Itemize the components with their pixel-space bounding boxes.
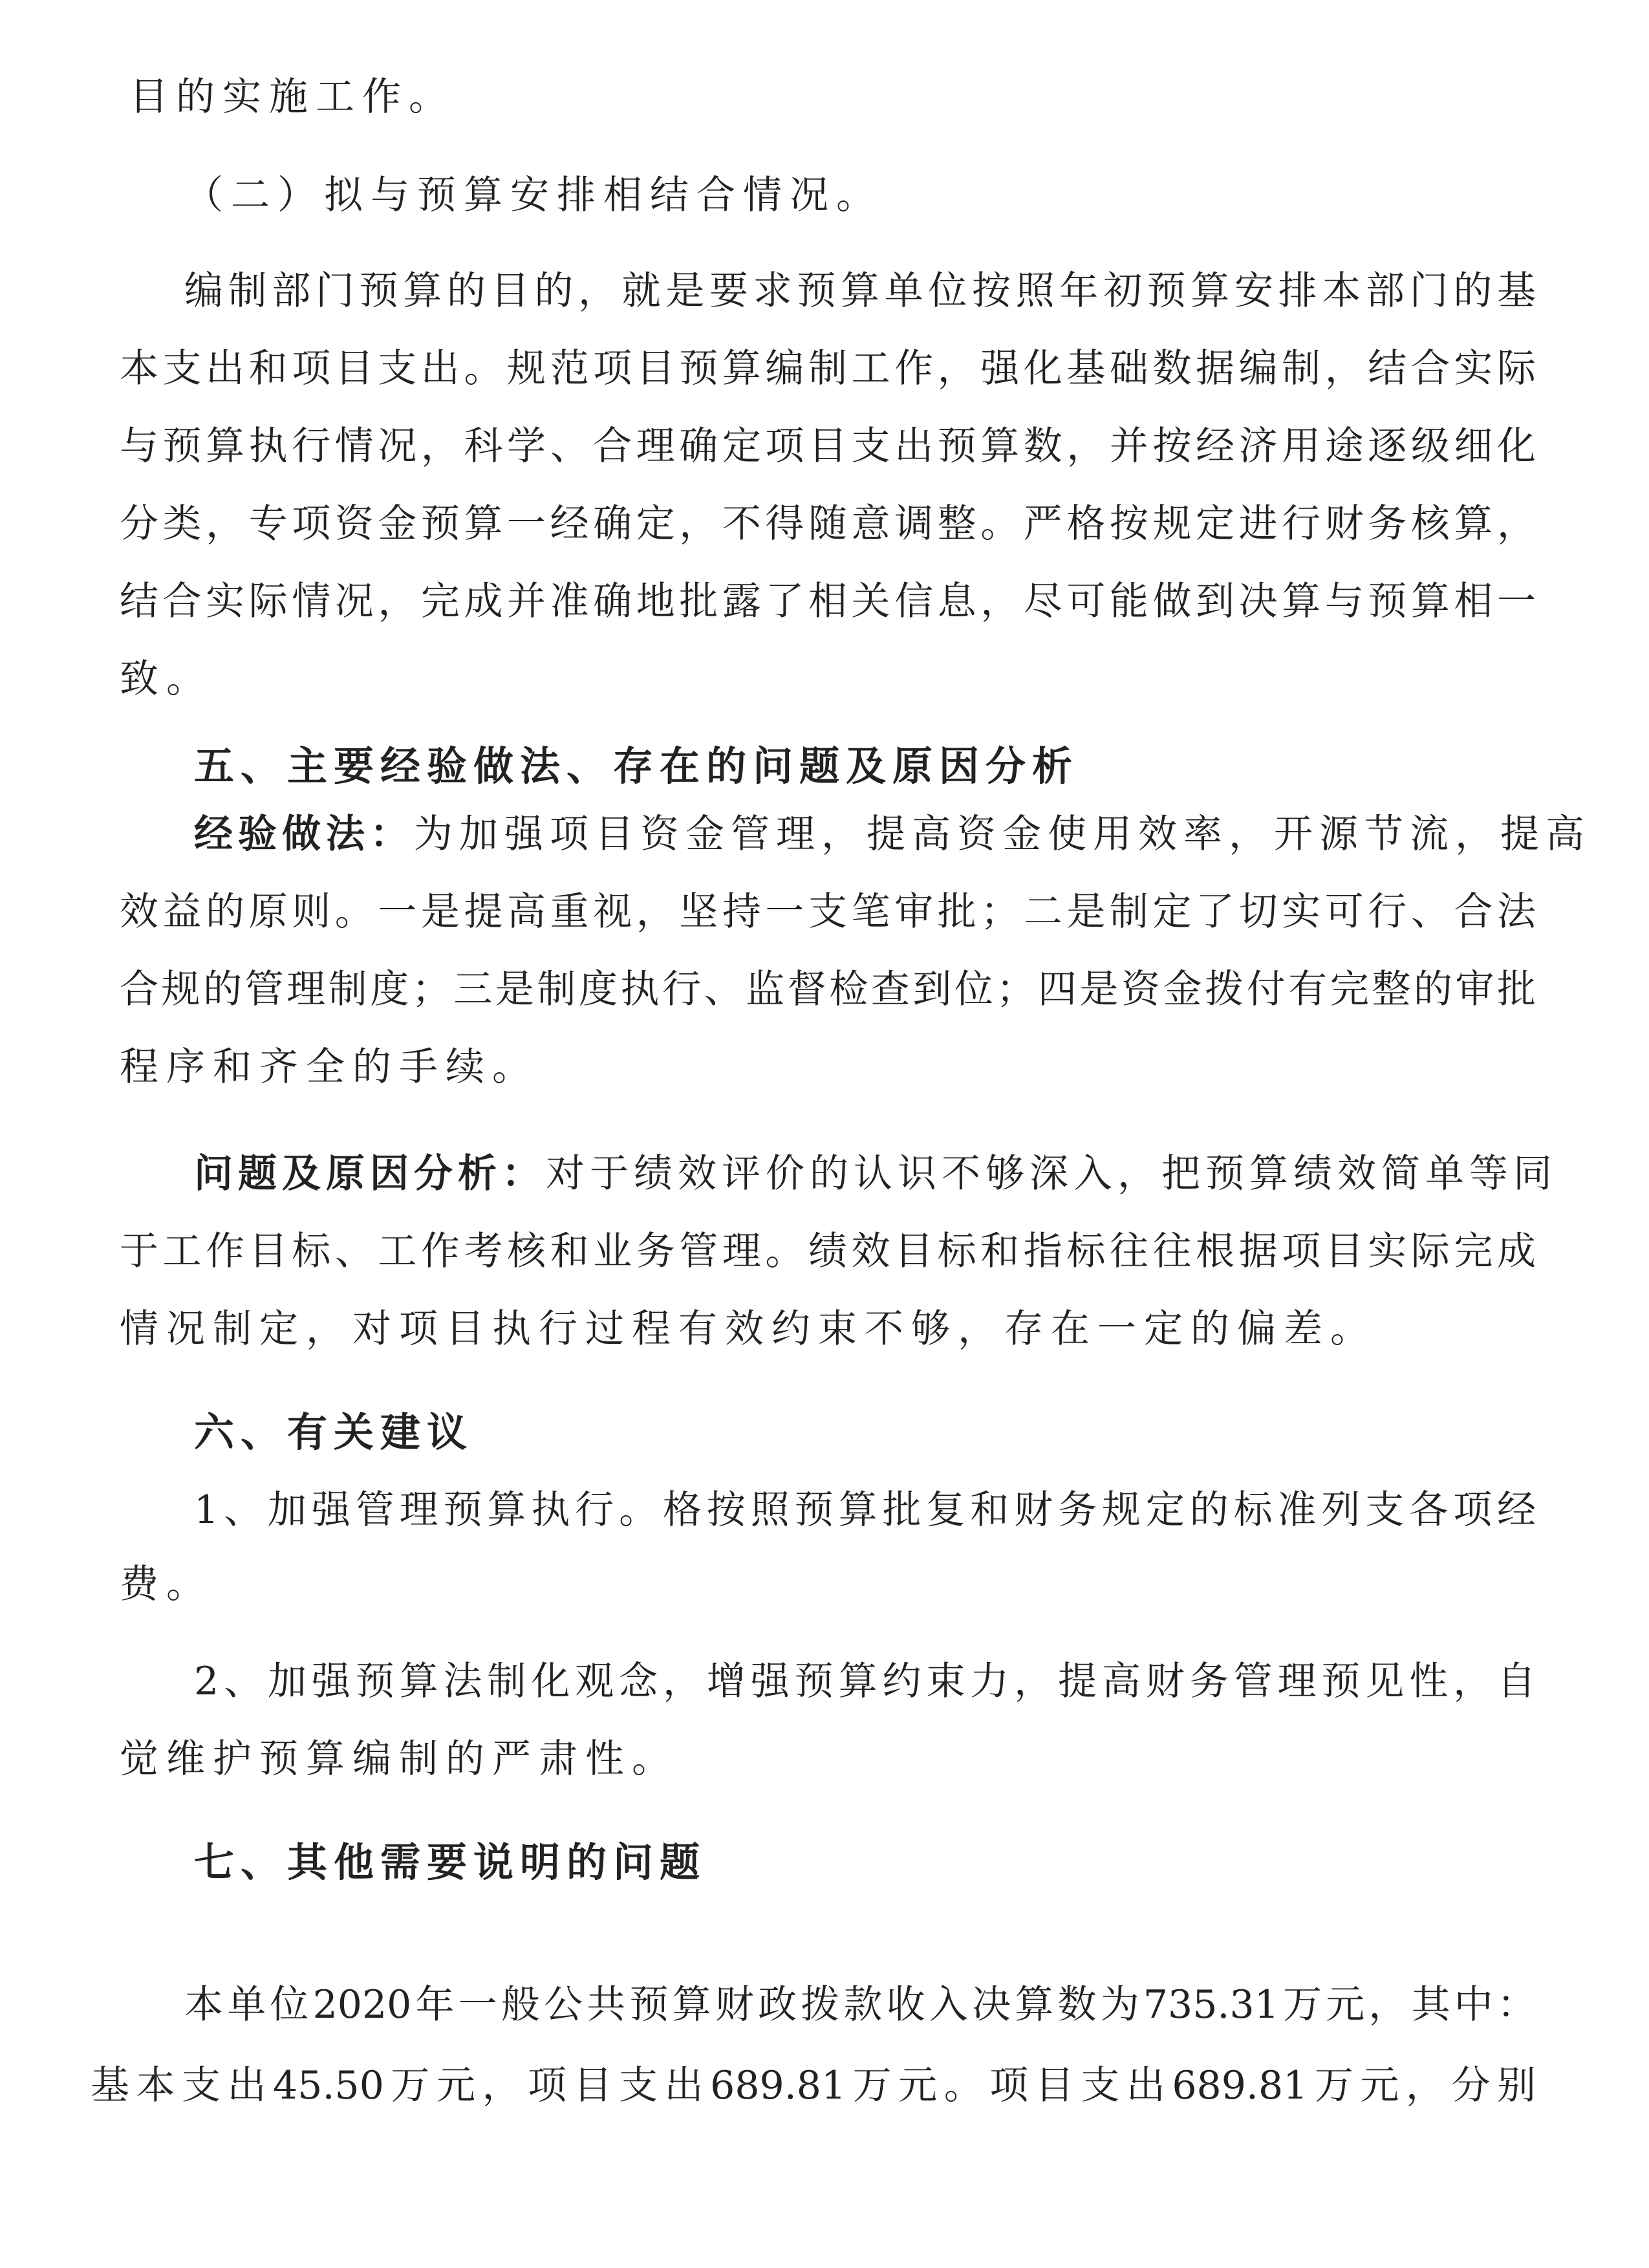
experience-line-2: 效益的原则。一是提高重视，坚持一支笔审批；二是制定了切实可行、合法: [120, 889, 1536, 934]
intro-line: 目的实施工作。: [129, 74, 455, 120]
suggestion-1-line-2: 费。: [120, 1562, 213, 1607]
section-7-line-2: 基本支出45.50万元，项目支出689.81万元。项目支出689.81万元，分别: [91, 2063, 1536, 2108]
section-5-heading: 五、主要经验做法、存在的问题及原因分析: [194, 742, 1079, 790]
problem-line-3: 情况制定，对项目执行过程有效约束不够，存在一定的偏差。: [120, 1306, 1377, 1352]
problem-line-1: 对于绩效评价的认识不够深入，把预算绩效简单等同: [546, 1151, 1557, 1196]
section-2-line-5: 结合实际情况，完成并准确地批露了相关信息，尽可能做到决算与预算相一: [120, 579, 1536, 624]
experience-first-line: [194, 808, 1591, 860]
section-2-line-1: 编制部门预算的目的，就是要求预算单位按照年初预算安排本部门的基: [184, 268, 1536, 314]
suggestion-2-line-1: 2、加强预算法制化观念，增强预算约束力，提高财务管理预见性，自: [194, 1659, 1536, 1704]
experience-line-4: 程序和齐全的手续。: [120, 1044, 539, 1090]
section-2-line-2: 本支出和项目支出。规范项目预算编制工作，强化基础数据编制，结合实际: [120, 346, 1536, 391]
section-2-line-6: 致。: [120, 656, 213, 702]
suggestion-2-line-2: 觉维护预算编制的严肃性。: [120, 1736, 678, 1782]
problem-line-2: 于工作目标、工作考核和业务管理。绩效目标和指标往往根据项目实际完成: [120, 1229, 1536, 1274]
section-6-heading: 六、有关建议: [194, 1409, 474, 1456]
experience-line-3: 合规的管理制度；三是制度执行、监督检查到位；四是资金拨付有完整的审批: [120, 967, 1536, 1012]
suggestion-1-line-1: 1、加强管理预算执行。格按照预算批复和财务规定的标准列支各项经: [194, 1487, 1536, 1533]
section-7-heading: 七、其他需要说明的问题: [194, 1839, 707, 1886]
problem-label: 问题及原因分析：: [194, 1151, 546, 1196]
section-2-line-4: 分类，专项资金预算一经确定，不得随意调整。严格按规定进行财务核算，: [120, 501, 1536, 546]
experience-label: 经验做法：: [194, 812, 414, 857]
problem-first-line: [194, 1148, 1557, 1200]
experience-line-1: 为加强项目资金管理，提高资金使用效率，开源节流，提高: [414, 812, 1591, 857]
section-7-line-1: 本单位2020年一般公共预算财政拨款收入决算数为735.31万元，其中：: [184, 1982, 1536, 2027]
section-2-title: （二）拟与预算安排相结合情况。: [184, 173, 883, 218]
section-2-line-3: 与预算执行情况，科学、合理确定项目支出预算数，并按经济用途逐级细化: [120, 424, 1536, 469]
